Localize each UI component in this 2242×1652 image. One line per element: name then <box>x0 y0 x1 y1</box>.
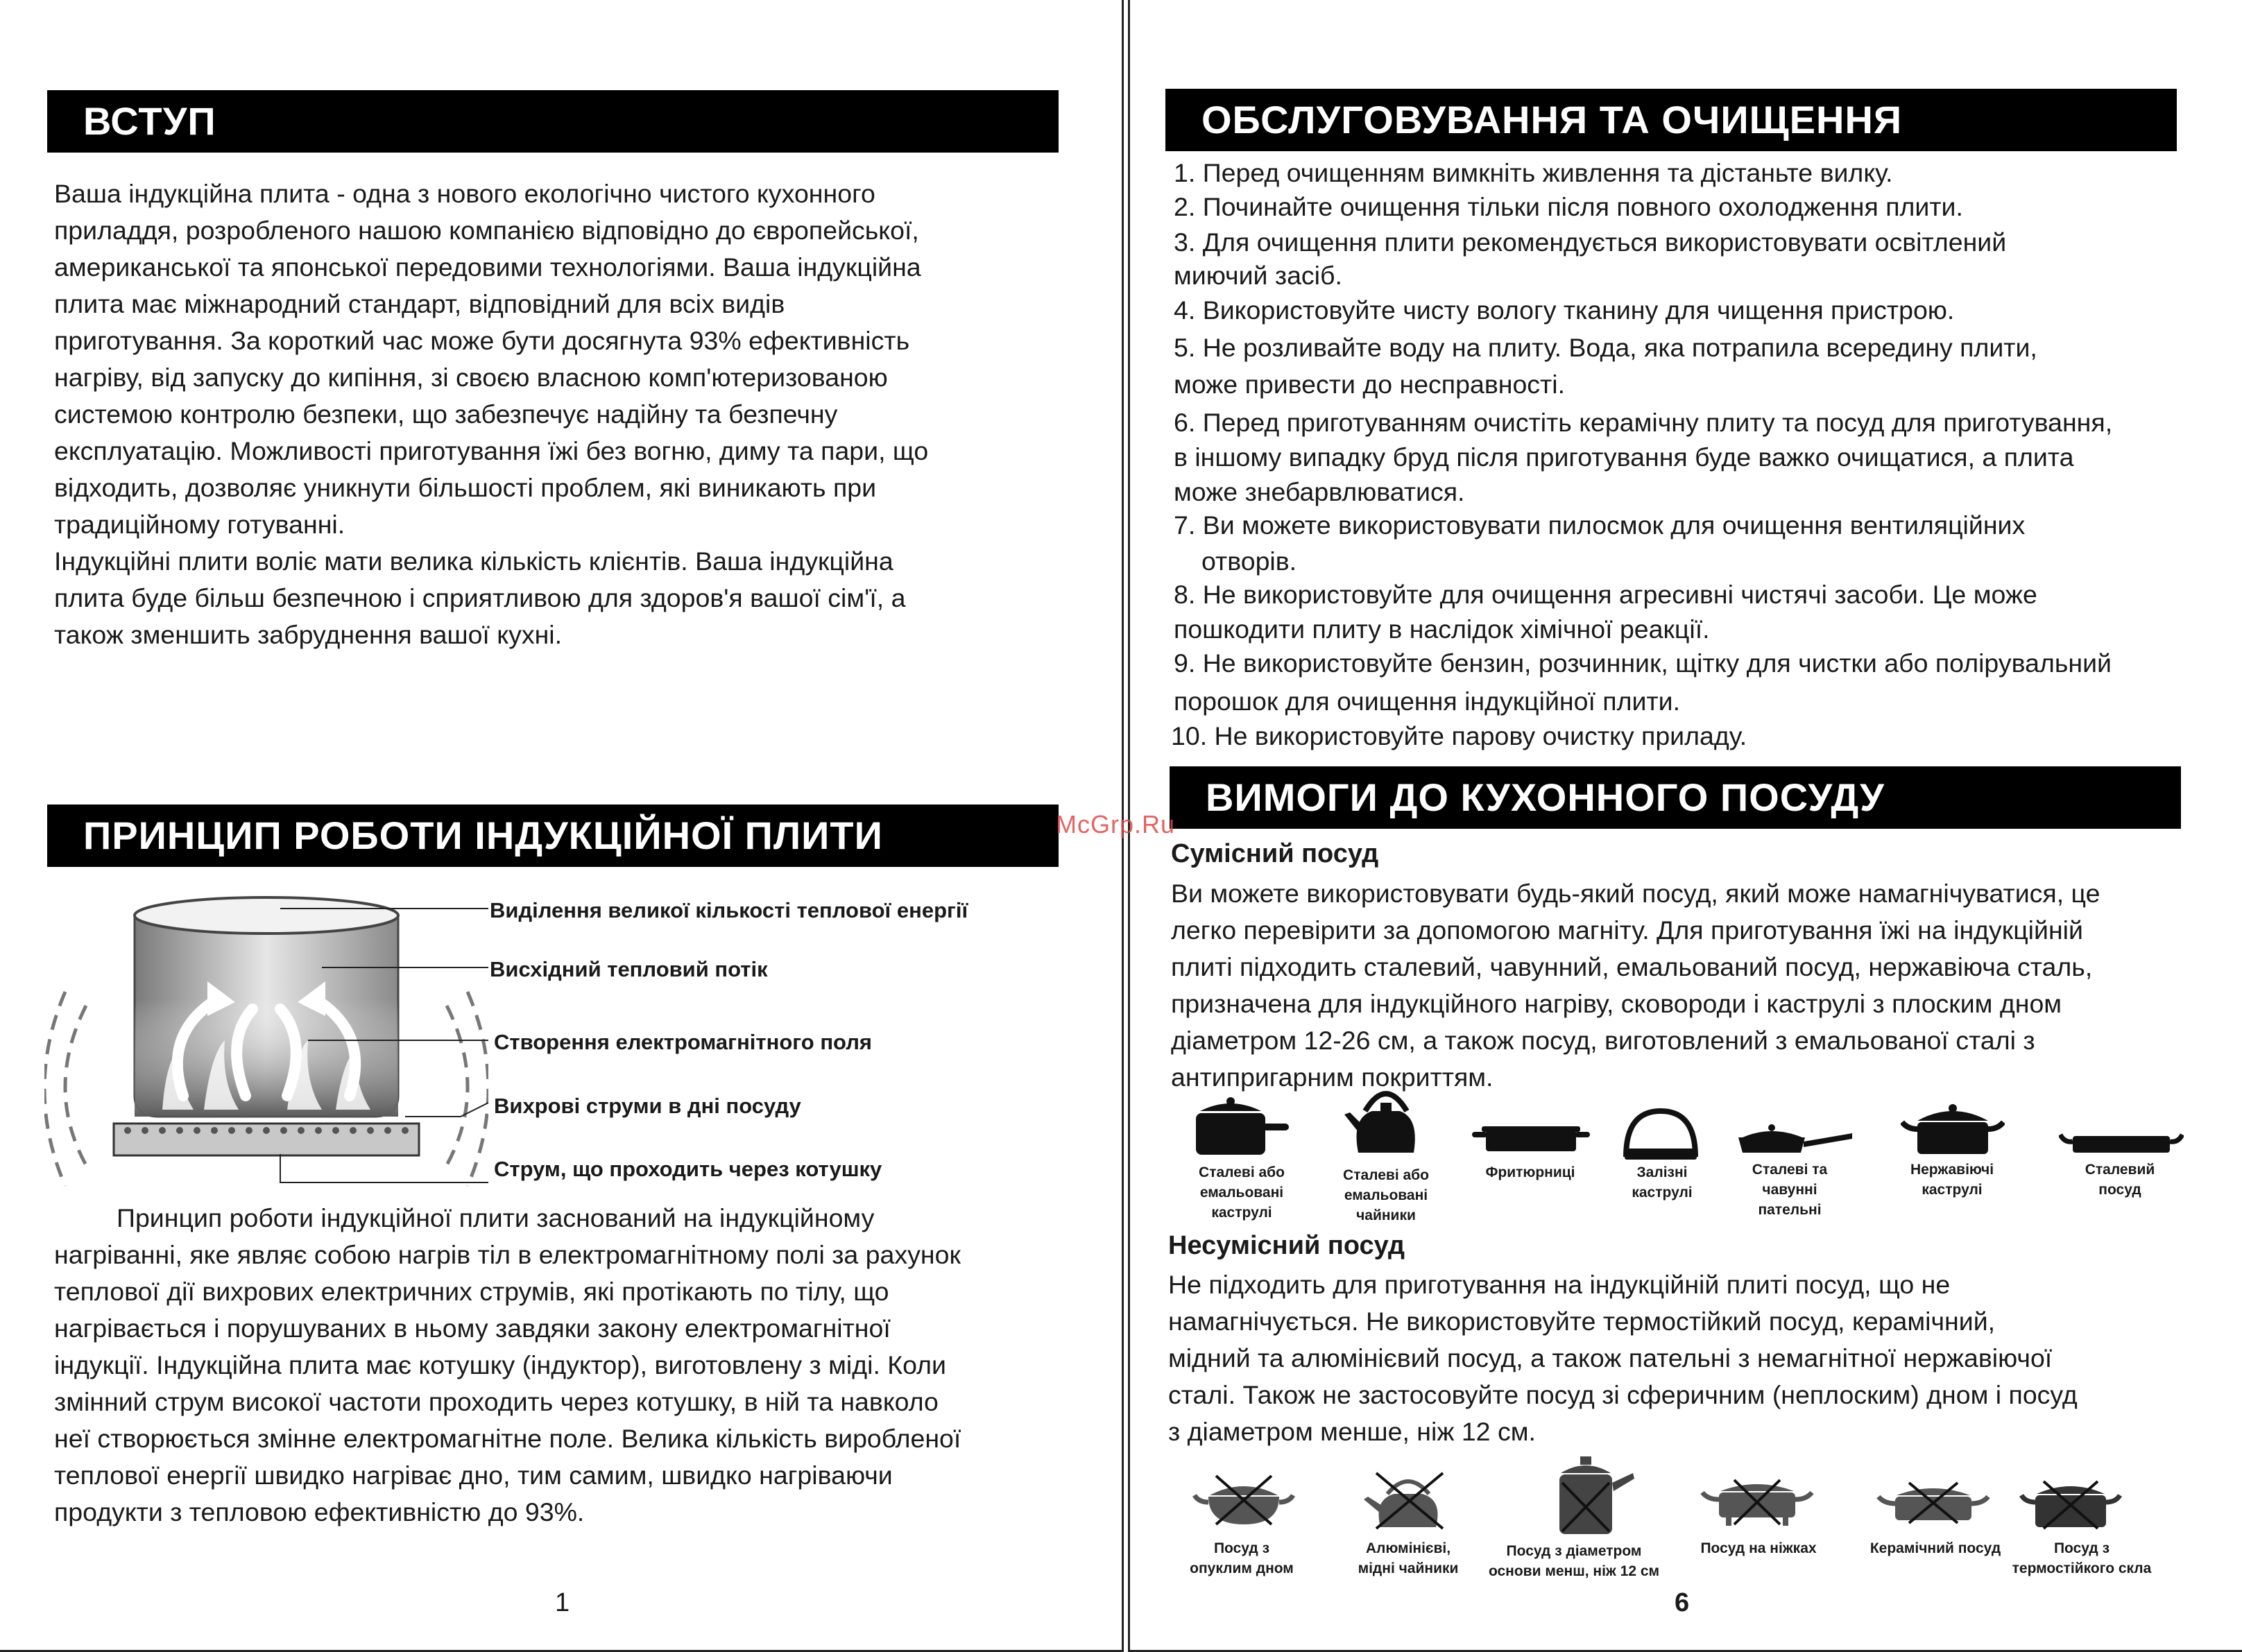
principle-heading: ПРИНЦИП РОБОТИ ІНДУКЦІЙНОЇ ПЛИТИ <box>47 805 1059 867</box>
compatible-line: плиті підходить сталевий, чавунний, емальований посуд, нержавіюча сталь, <box>1171 952 2093 981</box>
maintenance-line: отворів. <box>1201 547 1297 576</box>
maintenance-line: може знебарвлюватися. <box>1174 477 1465 506</box>
diagram-label-field: Створення електромагнітного поля <box>494 1030 872 1054</box>
intro-body <box>54 175 928 653</box>
pot-icon <box>1193 1096 1290 1158</box>
incompatible-line: намагнічується. Не використовуйте термостійкий посуд, керамічний, <box>1168 1307 1996 1336</box>
intro-line: традиційному готуванні. <box>54 510 345 539</box>
small-pot-crossed-icon <box>1546 1455 1636 1537</box>
maintenance-line: 4. Використовуйте чисту вологу тканину для чищення пристрою. <box>1174 295 1955 325</box>
diagram-label-heat: Виділення великої кількості теплової енергії <box>490 898 968 922</box>
maintenance-heading: ОБСЛУГОВУВАННЯ ТА ОЧИЩЕННЯ <box>1165 89 2177 151</box>
intro-line: приладдя, розробленого нашою компанією відповідно до європейської, <box>54 216 919 245</box>
maintenance-line: 5. Не розливайте воду на плиту. Вода, яка потрапила всередину плити, <box>1174 333 2037 362</box>
intro-line: нагріву, від запуску до кипіння, зі своєю власною комп'ютеризованою <box>54 363 888 392</box>
compatible-line: Ви можете використовувати будь-який посуд, який може намагнічуватися, це <box>1171 879 2100 908</box>
incompatible-line: Не підходить для приготування на індукційній плиті посуд, що не <box>1168 1270 1951 1299</box>
intro-heading: ВСТУП <box>47 90 1059 153</box>
intro-line: приготування. За короткий час може бути досягнута 93% ефективність <box>54 326 910 355</box>
compatible-body <box>1171 875 2100 1096</box>
steel-pan-icon <box>2059 1130 2184 1155</box>
intro-line: американської та японської передовими технологіями. Ваша індукційна <box>54 252 921 282</box>
maintenance-line: 9. Не використовуйте бензин, розчинник, щітку для чистки або полірувальний <box>1174 648 2112 678</box>
principle-line: неї створюється змінне електромагнітне поле. Велика кількість виробленої <box>54 1424 961 1453</box>
incompatible-caption: Керамічний посуд <box>1869 1540 2001 1556</box>
compatible-heading: Сумісний посуд <box>1171 839 1379 868</box>
stainless-pot-icon <box>1901 1101 2005 1157</box>
compatible-caption: Сталеві та чавунні пательні <box>1752 1162 1828 1218</box>
diagram-label-upflow: Висхідний тепловий потік <box>490 957 768 981</box>
principle-line: теплової енергії швидко нагріває дно, тим самим, швидко нагріваючи <box>54 1461 893 1490</box>
maintenance-line: 6. Перед приготуванням очистіть керамічну плиту та посуд для приготування, <box>1174 408 2113 437</box>
incompatible-caption: Посуд на ніжках <box>1700 1540 1817 1556</box>
principle-body <box>54 1200 961 1531</box>
intro-line: Індукційні плити воліє мати велика кількість клієнтів. Ваша індукційна <box>54 547 893 576</box>
intro-line: відходить, дозволяє уникнути більшості проблем, які виникають при <box>54 473 877 502</box>
incompatible-heading: Несумісний посуд <box>1168 1231 1405 1260</box>
intro-line: плита буде більш безпечною і сприятливою для здоров'я вашої сім'ї, а <box>54 583 906 612</box>
compatible-caption: Нержавіючі каструлі <box>1910 1162 1994 1198</box>
compatible-line: антипригарним покриттям. <box>1171 1062 1494 1092</box>
intro-line: плита має міжнародний стандарт, відповідний для всіх видів <box>54 289 785 318</box>
maintenance-line: 7. Ви можете використовувати пилосмок для очищення вентиляційних <box>1174 510 2026 540</box>
compatible-caption: Залізні каструлі <box>1632 1164 1693 1201</box>
maintenance-line: порошок для очищення індукційної плити. <box>1174 687 1680 716</box>
maintenance-line: 1. Перед очищенням вимкніть живлення та дістаньте вилку. <box>1174 158 1893 187</box>
intro-line: також зменшить забруднення вашої кухні. <box>54 620 563 649</box>
aluminum-kettle-crossed-icon <box>1360 1469 1457 1531</box>
fryer-icon <box>1472 1125 1590 1153</box>
compatible-caption: Сталевий посуд <box>2085 1162 2155 1198</box>
maintenance-line: пошкодити плиту в наслідок хімічної реакції. <box>1174 614 1710 644</box>
incompatible-caption: Посуд з опуклим дном <box>1190 1540 1294 1576</box>
principle-line: теплової дії вихрових електричних струмів, які протікають по тілу, що <box>54 1277 889 1306</box>
maintenance-line: миючий засіб. <box>1174 261 1342 290</box>
incompatible-line: сталі. Також не застосовуйте посуд зі сферичним (неплоским) дном і посуд <box>1168 1380 2078 1409</box>
diagram-label-eddy: Вихрові струми в дні посуду <box>494 1094 801 1118</box>
kettle-icon <box>1344 1083 1428 1160</box>
compatible-caption: Фритюрниці <box>1485 1164 1575 1180</box>
frying-pan-icon <box>1736 1122 1854 1157</box>
cookware-heading: ВИМОГИ ДО КУХОННОГО ПОСУДУ <box>1170 766 2181 829</box>
induction-diagram <box>44 888 488 1193</box>
principle-line: нагрівається і порушуваних в ньому завдяки закону електромагнітної <box>54 1314 891 1343</box>
maintenance-line: 3. Для очищення плити рекомендується використовувати освітлений <box>1174 227 2007 257</box>
ceramic-pot-crossed-icon <box>1874 1480 1992 1524</box>
principle-line: продукти з тепловою ефективністю до 93%. <box>54 1497 585 1526</box>
cast-iron-pot-icon <box>1622 1108 1700 1164</box>
principle-line: змінний струм високої частоти проходить через котушку, в ній та навколо <box>54 1387 939 1416</box>
maintenance-line: 2. Починайте очищення тільки після повного охолодження плити. <box>1174 192 1963 221</box>
maintenance-line: 8. Не використовуйте для очищення агресивні чистячі засоби. Це може <box>1174 580 2037 609</box>
principle-line: нагріванні, яке являє собою нагрів тіл в електромагнітному полі за рахунок <box>54 1240 961 1269</box>
maintenance-line: 10. Не використовуйте парову очистку приладу. <box>1171 721 1747 750</box>
incompatible-body <box>1168 1266 2078 1450</box>
principle-line: індукції. Індукційна плита має котушку (індуктор), виготовлену з міді. Коли <box>54 1350 946 1379</box>
intro-line: Ваша індукційна плита - одна з нового екологічно чистого кухонного <box>54 179 875 208</box>
incompatible-caption: Посуд з діаметром основи менш, ніж 12 см <box>1488 1543 1660 1579</box>
coil-base <box>114 1124 419 1155</box>
intro-line: експлуатацію. Можливості приготування їжі без вогню, диму та пари, що <box>54 436 929 465</box>
page-number-right: 6 <box>1675 1588 1690 1617</box>
incompatible-caption: Алюмінієві, мідні чайники <box>1358 1540 1459 1576</box>
compatible-caption: Сталеві або емальовані каструлі <box>1199 1164 1285 1221</box>
diagram-label-coil: Струм, що проходить через котушку <box>494 1157 882 1181</box>
compatible-line: призначена для індукційного нагріву, сковороди і каструлі з плоским дном <box>1171 989 2062 1018</box>
legged-pot-crossed-icon <box>1698 1477 1816 1527</box>
maintenance-line: в іншому випадку бруд після приготування буде важко очищатися, а плита <box>1174 442 2074 472</box>
principle-line: Принцип роботи індукційної плити заснований на індукційному <box>117 1203 875 1232</box>
maintenance-line: може привести до несправності. <box>1174 370 1565 399</box>
incompatible-caption: Посуд з термостійкого скла <box>2012 1540 2152 1576</box>
heatproof-pot-crossed-icon <box>2019 1477 2123 1530</box>
incompatible-line: з діаметром менше, ніж 12 см. <box>1168 1417 1536 1446</box>
incompatible-line: мідний та алюмінієвий посуд, а також пательні з немагнітної нержавіючої <box>1168 1343 2053 1373</box>
compatible-line: легко перевірити за допомогою магніту. Для приготування їжі на індукційній <box>1171 915 2083 945</box>
watermark: McGrp.Ru <box>1056 810 1176 838</box>
compatible-line: діаметром 12-26 см, а також посуд, виготовлений з емальованої сталі з <box>1171 1026 2035 1055</box>
convex-pot-crossed-icon <box>1192 1472 1296 1527</box>
intro-line: системою контролю безпеки, що забезпечує надійну та безпечну <box>54 399 838 429</box>
page-number-left: 1 <box>555 1588 570 1617</box>
compatible-caption: Сталеві або емальовані чайники <box>1343 1167 1429 1223</box>
